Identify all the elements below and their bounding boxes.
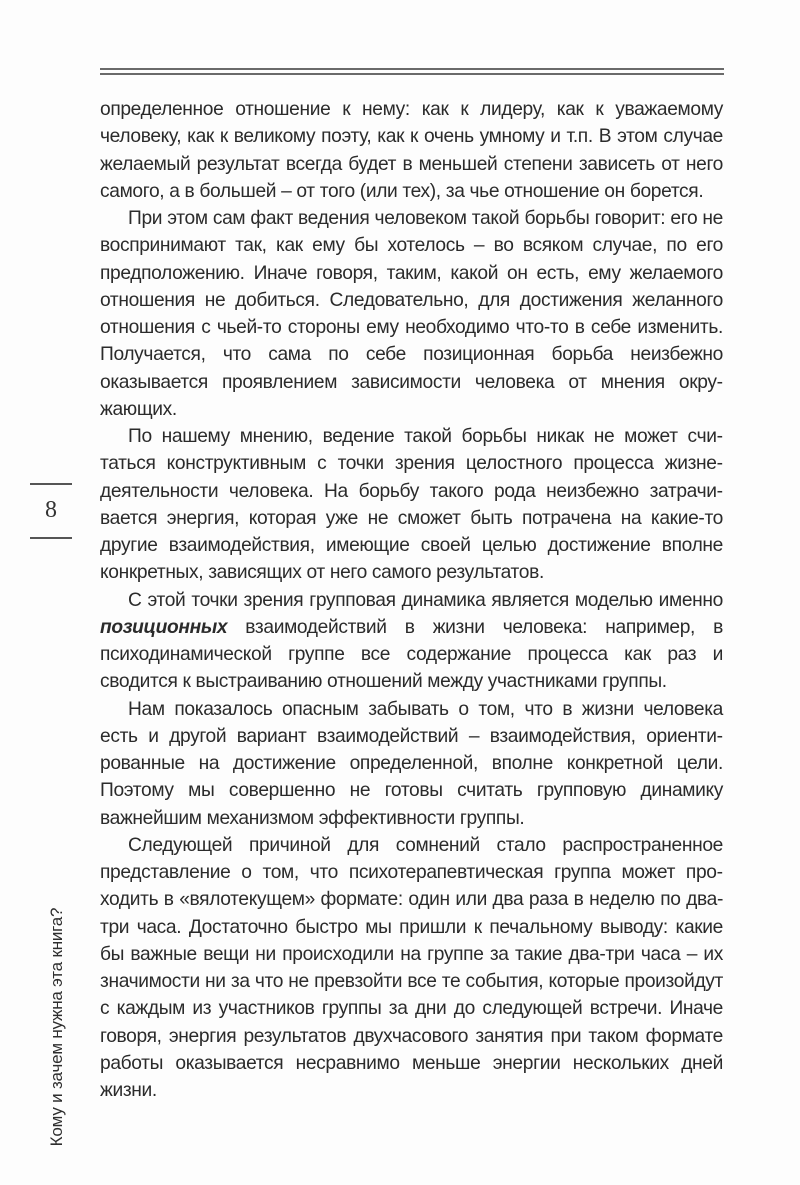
- emphasized-term: позиционных: [100, 616, 228, 638]
- paragraph-2: При этом сам факт ведения человеком такой борьбы говорит: его не воспринимают так, как ему бы хотелось – во всяком случае, по его предположению. Иначе говоря, таким, какой он есть, ему желаемого отношения не добиться. Следовательно, для достижения желанного отношения с чьей-то стороны ему необходимо что-то в себе изменить. Получается, что сама по себе позиционная борьба неизбежно оказывается проявлением зависимости человека от мнения окружающих.: [100, 208, 723, 420]
- paragraph-4: [100, 587, 723, 696]
- body-text: [100, 96, 723, 1104]
- page-number-rule-bottom: [30, 537, 72, 539]
- running-title: Кому и зачем нужна эта книга?: [47, 907, 66, 1147]
- paragraph-4-text-before: С этой точки зрения групповая динамика является моделью именно: [128, 589, 723, 611]
- page-number-block: [30, 483, 72, 539]
- paragraph-3: По нашему мнению, ведение такой борьбы никак не может считаться конструктивным с точки зрения целостного процесса жизнедеятельности человека. На борьбу такого рода неизбежно затрачивается энергия, которая уже не сможет быть потрачена на какие-то другие взаимодействия, имеющие своей целью достижение вполне конкретных, зависящих от него самого результатов.: [100, 426, 723, 584]
- page-number: 8: [45, 497, 57, 523]
- paragraph-4-text-after: взаимодействий в жизни человека: например, в психодинамической группе все содержание процесса как раз и сводится к выстраиванию отношений между участниками группы.: [100, 616, 723, 693]
- paragraph-5: Нам показалось опасным забывать о том, что в жизни человека есть и другой вариант взаимодействий – взаимодействия, ориентированные на достижение определенной, вполне конкретной цели. Поэтому мы совершенно не готовы считать групповую динамику важнейшим механизмом эффективности группы.: [100, 698, 723, 829]
- page-number-rule-top: [30, 483, 72, 485]
- header-double-rule: [100, 68, 724, 75]
- paragraph-1: определенное отношение к нему: как к лидеру, как к уважаемому человеку, как к великому поэту, как к очень умному и т.п. В этом случае желаемый результат всегда будет в меньшей степени зависеть от него самого, а в большей – от того (или тех), за чье отношение он борется.: [100, 99, 723, 202]
- paragraph-6: Следующей причиной для сомнений стало распространенное представление о том, что психотерапевтическая группа может проходить в «вялотекущем» формате: один или два раза в неделю по два-три часа. Достаточно быстро мы пришли к печальному выводу: какие бы важные вещи ни происходили на группе за такие два-три часа – их значимости ни за что не превзойти все те события, которые произойдут с каждым из участников группы за дни до следующей встречи. Иначе говоря, энергия результатов двухчасового занятия при таком формате работы оказывается несравнимо меньше энергии нескольких дней жизни.: [100, 834, 723, 1101]
